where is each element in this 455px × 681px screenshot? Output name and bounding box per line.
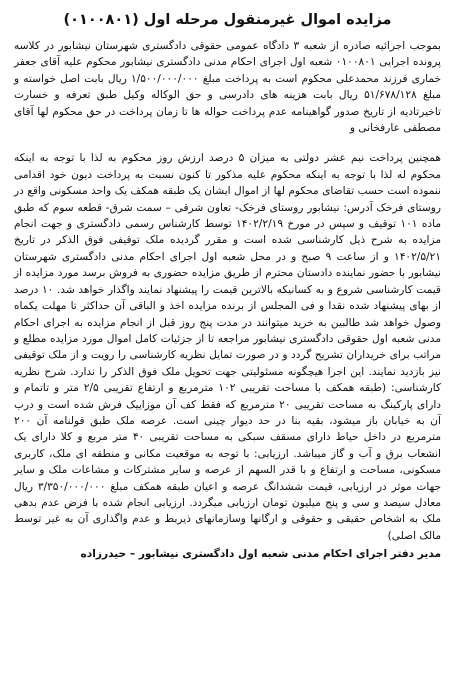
- notice-signature: مدیر دفتر اجرای احکام مدنی شعبه اول دادگستری نیشابور – حیدرزاده: [80, 548, 441, 561]
- paragraph-spacer: [14, 136, 441, 150]
- notice-paragraph-2: همچنین پرداخت نیم عشر دولتی به میزان ۵ درصد ارزش روز محکوم به لذا با توجه به اینکه محکوم له لذا با توجه به اینکه محکوم علیه مذکور تا کنون نسبت به پرداخت دیون خود اقدامی ننموده است حسب تقاضای محکوم لها از اموال ایشان یک طبقه همکف یک واحد مسکونی واقع در روستای فرخک آدرس: نیشابور روستای فرخک- تعاون شرقی – سمت شرق- قطعه سوم که طبق ماده ۱۰۱ توقیف و سپس در مورخ ۱۴۰۲/۲/۱۹ توسط کارشناس رسمی دادگستری و جهت انجام مزایده به شرح ذیل کارشناسی شده است و مقرر گردیده ملک توقیفی فوق الذکر در تاریخ ۱۴۰۲/۵/۲۱ و از ساعت ۹ صبح و در محل شعبه اول اجرای احکام مدنی دادگستری شهرستان نیشابور با حضور نماینده دادستان محترم از طریق مزایده حضوری به فروش برسد مورد مزایده از قیمت کارشناسی شروع و به کسانیکه بالاترین قیمت را پیشنهاد نمایند واگذار خواهد شد. ۱۰ درصد از بهای پیشنهاد شده نقدا و فی المجلس از برنده مزایده اخذ و الباقی آن حداکثر تا مهلت یکماه وصول خواهد شد طالبین به خرید میتوانند در مدت پنج روز قبل از انجام مزایده به اجرای احکام مدنی شعبه اول حقوقی دادگستری نیشابور مراجعه تا از جزئیات کامل اموال مورد مزایده مطلع و مراتب برای خریداران تشریح گردد و در صورت تمایل نظریه کارشناسی را رویت و از ملک توقیفی نیز بازدید نمایند. این اجرا هیچگونه مسئولیتی جهت تحویل ملک فوق الذکر را ندارد. شرح نظریه کارشناسی: (طبقه همکف با مساحت تقریبی ۱۰۲ مترمربع و ارتفاع تقریبی ۲/۵ متر و تاتمام و دارای پارکینگ به مساحت تقریبی ۲۰ مترمربع که فقط کف آن موزاییک فرش شده است و درب آن به خیابان باز میشود، بقیه بنا در حد دیوار چینی است. عرصه ملک طبق قولنامه آن ۲۰۰ مترمربع در داخل حیاط دارای مسقف سبکی به مساحت تقریبی ۴۰ متر مربع و کلا دارای یک انشعاب برق و آب و گاز میباشد. ارزیابی: با توجه به موقعیت مکانی و منطقه ای ملک، کاربری مسکونی، مساحت و ارتفاع و با قدر السهم از عرصه و سایر مشترکات و مشاعات ملک و سایر جهات موثر در ارزیابی، قیمت ششدانگ عرصه و اعیان طبقه همکف مبلغ ۳/۳۵۰/۰۰۰/۰۰۰ ریال معادل سیصد و سی و پنج میلیون تومان ارزیابی میگردد. ارزیابی انجام شده با فرض عدم بدهی ملک به اشخاص حقیقی و حقوقی و ارگانها وسازمانهای ذیربط و عدم واگذاری آن به غیر توسط مالک اصلی): [14, 152, 442, 542]
- notice-paragraph-1: بموجب اجرائیه صادره از شعبه ۳ دادگاه عمومی حقوقی دادگستری شهرستان نیشابور در کلاسه پرونده اجرایی ۰۱۰۰۸۰۱ شعبه اول اجرای احکام مدنی دادگستری نیشابور محکوم علیه آقای جعفر خماری فرزند محمدعلی محکوم است به پرداخت مبلغ ۱/۵۰۰/۰۰۰/۰۰۰ ریال بابت اصل خواسته و مبلغ ۵۱/۶۷۸/۱۲۸ ریال بابت هزینه های دادرسی و حق الوکاله وکیل طبق تعرفه و خسارت تاخیرتادیه از تاریخ صدور گواهینامه عدم پرداخت حواله ها تا زمان پرداخت در حق محکوم لها آقای مصطفی عارفخانی و: [14, 40, 442, 135]
- notice-title: مزایده اموال غیرمنقول مرحله اول (۰۱۰۰۸۰۱): [63, 12, 392, 28]
